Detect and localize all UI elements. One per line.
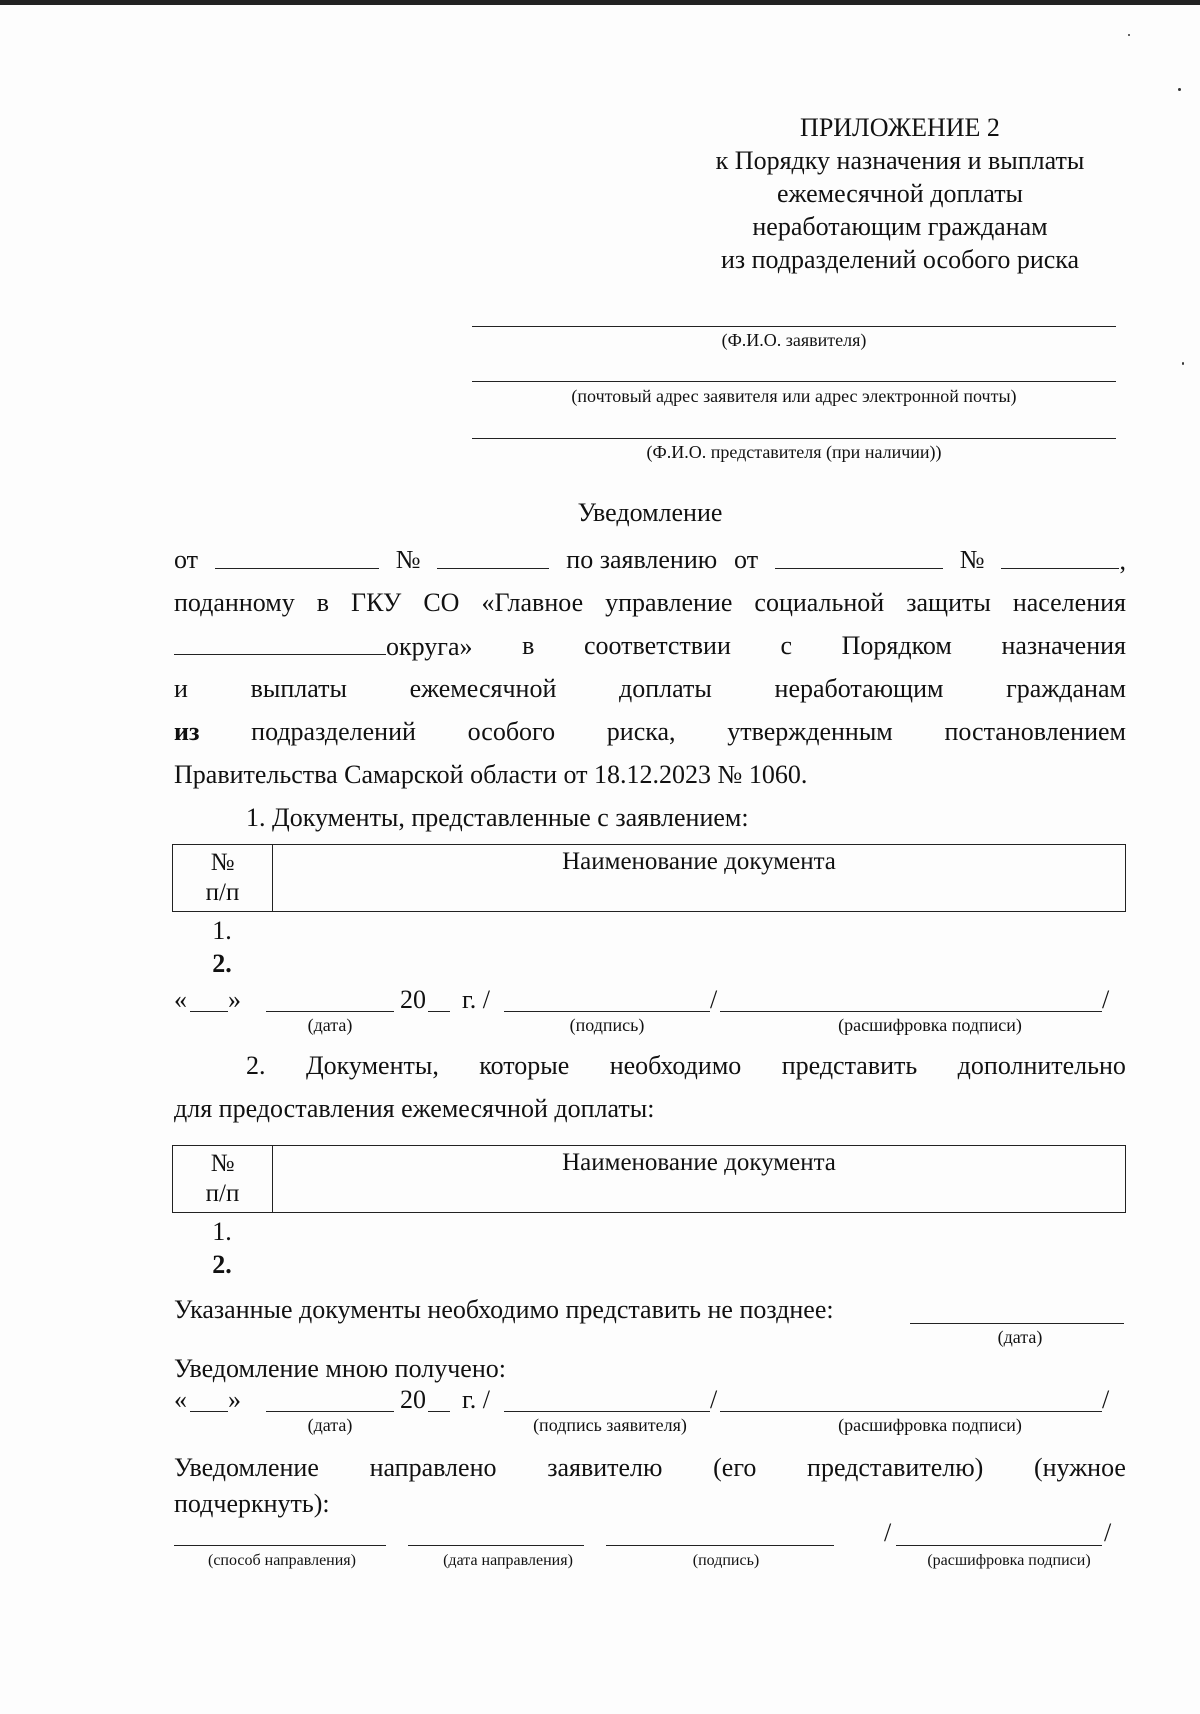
representative-fio-caption: (Ф.И.О. представителя (при наличии)): [646, 442, 942, 462]
send-method-field[interactable]: [174, 1545, 386, 1546]
applicant-fio-caption: (Ф.И.О. заявителя): [721, 330, 867, 350]
year-field[interactable]: [428, 1411, 450, 1412]
year-prefix: 20: [400, 1385, 426, 1414]
date-caption: (дата): [307, 1415, 353, 1435]
year-suffix: г. /: [462, 1385, 490, 1414]
word: соответствии: [583, 631, 731, 660]
year-suffix: г. /: [462, 985, 490, 1014]
notice-title: Уведомление: [577, 498, 723, 527]
send-signature-field[interactable]: [606, 1545, 834, 1546]
table-row-number: 1.: [212, 916, 232, 945]
word: социальной: [754, 588, 885, 617]
date-caption: (дата): [307, 1015, 353, 1035]
year-prefix: 20: [400, 985, 426, 1014]
word: подразделений: [251, 717, 416, 746]
deadline-caption: (дата): [997, 1327, 1043, 1347]
sent-line-2: подчеркнуть):: [174, 1489, 330, 1518]
word: Порядком: [841, 631, 952, 660]
word: Документы,: [305, 1051, 439, 1080]
notice-line-2: [174, 586, 1126, 620]
send-decode-caption: (расшифровка подписи): [927, 1552, 1091, 1569]
word: с: [780, 631, 793, 660]
word: 2.: [246, 1051, 266, 1080]
table-header-name: Наименование документа: [273, 1146, 1126, 1213]
number-sign: №: [959, 545, 985, 574]
word: заявителю: [547, 1453, 663, 1482]
slash: /: [1104, 1518, 1112, 1547]
applicant-address-caption: (почтовый адрес заявителя или адрес электронной почты): [571, 386, 1017, 406]
open-quote: «: [174, 985, 187, 1014]
table-header-name: Наименование документа: [273, 845, 1126, 912]
appendix-title: ПРИЛОЖЕНИЕ 2: [800, 113, 1000, 142]
word: (его: [713, 1453, 757, 1482]
received-text: Уведомление мною получено:: [174, 1354, 506, 1383]
day-field[interactable]: [190, 1411, 228, 1412]
signature-caption: (подпись): [569, 1015, 645, 1035]
word: гражданам: [1006, 674, 1126, 703]
send-decode-field[interactable]: [896, 1545, 1102, 1546]
appendix-line: к Порядку назначения и выплаты: [715, 146, 1085, 175]
header-text: № п/п: [205, 849, 240, 906]
signature-decode-field[interactable]: [720, 1411, 1102, 1412]
year-field[interactable]: [428, 1011, 450, 1012]
scan-speck: [1182, 362, 1184, 365]
close-quote: »: [228, 1385, 241, 1414]
close-quote: »: [228, 985, 241, 1014]
slash: /: [710, 1385, 718, 1414]
notice-number-field[interactable]: [437, 543, 549, 569]
appendix-line: неработающим гражданам: [752, 212, 1048, 241]
word: населения: [1012, 588, 1126, 617]
signature-caption: (подпись заявителя): [533, 1415, 687, 1435]
word: поданному: [174, 588, 295, 617]
section1-table: [172, 844, 1126, 912]
applicant-address-line[interactable]: [472, 381, 1116, 382]
word: в: [316, 588, 330, 617]
section1-heading: 1. Документы, представленные с заявлением:: [246, 803, 749, 832]
notice-line-6: Правительства Самарской области от 18.12.2023 № 1060.: [174, 760, 808, 789]
slash: /: [710, 985, 718, 1014]
word: ежемесячной: [409, 674, 557, 703]
signature-decode-field[interactable]: [720, 1011, 1102, 1012]
table-header-number: [173, 1146, 273, 1213]
send-date-field[interactable]: [408, 1545, 584, 1546]
word: и: [174, 674, 188, 703]
word: из: [174, 717, 200, 746]
word: утвержденным: [727, 717, 893, 746]
table-header-number: [173, 845, 273, 912]
section2-line-2: для предоставления ежемесячной доплаты:: [174, 1094, 655, 1123]
notice-line-4: [174, 672, 1126, 706]
deadline-text: Указанные документы необходимо представить не позднее:: [174, 1295, 834, 1324]
slash: /: [884, 1518, 892, 1547]
scan-speck: [1178, 88, 1181, 91]
word: выплаты: [250, 674, 347, 703]
section2-table: [172, 1145, 1126, 1213]
word: дополнительно: [957, 1051, 1126, 1080]
word: (нужное: [1033, 1453, 1126, 1482]
sent-line-1: [174, 1451, 1126, 1485]
slash: /: [1102, 985, 1110, 1014]
day-field[interactable]: [190, 1011, 228, 1012]
deadline-date-field[interactable]: [910, 1323, 1124, 1324]
word: по заявлению: [566, 545, 718, 574]
decode-caption: (расшифровка подписи): [838, 1415, 1022, 1435]
header-text: № п/п: [205, 1150, 240, 1207]
comma: ,: [1119, 546, 1126, 575]
word: в: [522, 631, 535, 660]
decode-caption: (расшифровка подписи): [838, 1015, 1022, 1035]
month-field[interactable]: [266, 1411, 394, 1412]
send-date-caption: (дата направления): [443, 1552, 573, 1569]
notice-line-3: [174, 629, 1126, 664]
word: ГКУ: [351, 588, 402, 617]
word: особого: [467, 717, 556, 746]
method-caption: (способ направления): [208, 1552, 356, 1569]
notice-date-field[interactable]: [215, 543, 379, 569]
word: округа»: [386, 632, 473, 661]
application-number-field[interactable]: [1001, 543, 1119, 569]
word: постановлением: [944, 717, 1126, 746]
word: «Главное: [481, 588, 584, 617]
table-row-number: 2.: [212, 1250, 232, 1279]
notice-line-5: [174, 715, 1126, 749]
slash: /: [1102, 1385, 1110, 1414]
number-sign: №: [395, 545, 421, 574]
appendix-line: из подразделений особого риска: [720, 245, 1080, 274]
open-quote: «: [174, 1385, 187, 1414]
application-date-field[interactable]: [775, 543, 943, 569]
word: Уведомление: [174, 1453, 319, 1482]
word: от: [734, 545, 759, 574]
notice-line-1: [174, 543, 1126, 578]
word: необходимо: [609, 1051, 742, 1080]
word: которые: [479, 1051, 570, 1080]
word: неработающим: [774, 674, 944, 703]
section2-line-1: [246, 1049, 1126, 1083]
scan-speck: [1128, 34, 1130, 36]
applicant-signature-field[interactable]: [504, 1411, 710, 1412]
signature-field[interactable]: [504, 1011, 710, 1012]
word: риска,: [606, 717, 676, 746]
word: СО: [423, 588, 460, 617]
applicant-fio-line[interactable]: [472, 326, 1116, 327]
district-field[interactable]: [174, 629, 386, 655]
send-signature-caption: (подпись): [692, 1552, 760, 1569]
representative-fio-line[interactable]: [472, 438, 1116, 439]
table-row-number: 2.: [212, 949, 232, 978]
table-row-number: 1.: [212, 1217, 232, 1246]
word: представителю): [807, 1453, 984, 1482]
word: защиты: [906, 588, 991, 617]
appendix-line: ежемесячной доплаты: [776, 179, 1024, 208]
word: управление: [605, 588, 733, 617]
word: представить: [781, 1051, 918, 1080]
month-field[interactable]: [266, 1011, 394, 1012]
word: доплаты: [619, 674, 712, 703]
word: направлено: [369, 1453, 497, 1482]
scan-top-edge: [0, 0, 1200, 5]
word: назначения: [1001, 631, 1126, 660]
word: от: [174, 545, 199, 574]
